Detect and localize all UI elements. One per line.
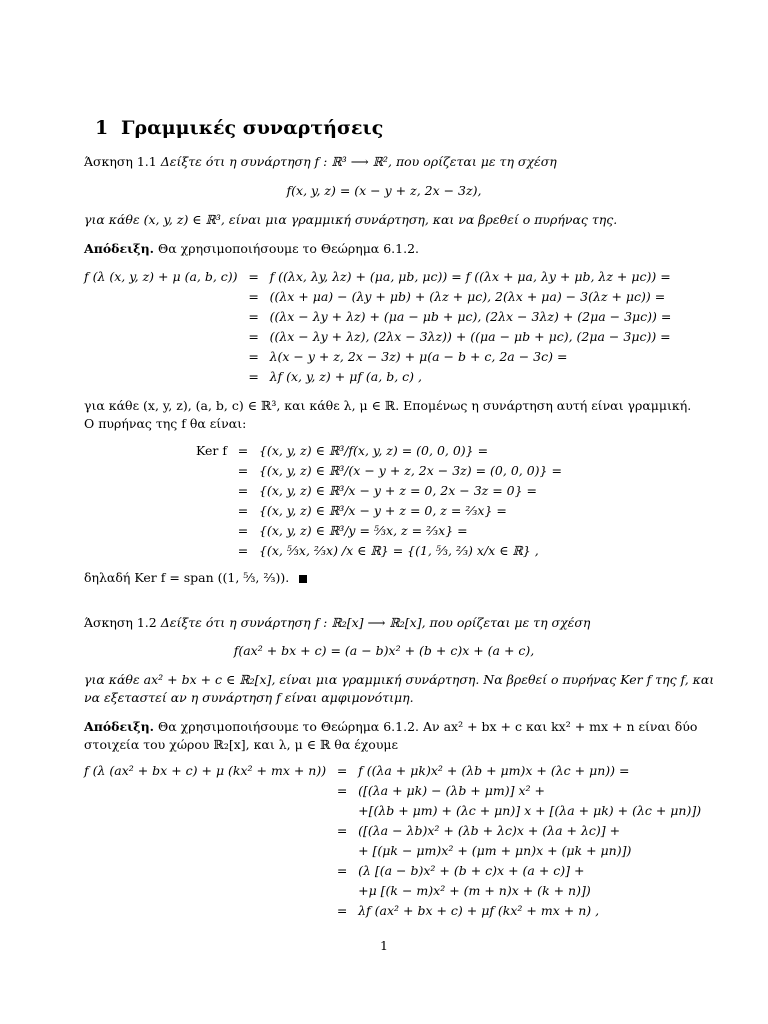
ex1-conclusion-2: Ο πυρήνας της f θα είναι: [84, 416, 247, 431]
ex2-eq-lhs: f (λ (ax² + bx + c) + μ (kx² + mx + n)) [84, 762, 327, 778]
ex1-ker-row: {(x, y, z) ∈ ℝ³/(x − y + z, 2x − 3z) = (0, 0, 0)} = [258, 462, 562, 478]
ex1-ker-row: {(x, y, z) ∈ ℝ³/y = ⁵⁄₃x, z = ⅔x} = [258, 522, 468, 538]
ex2-after-2: να εξεταστεί αν η συνάρτηση f είναι αμφιμονότιμη. [84, 690, 414, 705]
ex1-eq-row: ((λx − λy + λz) + (μa − μb + μc), (2λx − 3λz) + (2μa − 3μc)) = [269, 308, 672, 324]
ex2-after-1: για κάθε ax² + bx + c ∈ ℝ₂[x], είναι μια γραμμική συνάρτηση. Να βρεθεί ο πυρήνας Ker f της f, και [84, 672, 715, 687]
ex2-eq-row: ([(λa − λb)x² + (λb + λc)x + (λa + λc)] + [358, 822, 621, 838]
ex1-equation-array: f (λ (x, y, z) + μ (a, b, c)) = f ((λx, λy, λz) + (μa, μb, μc)) = f ((λx + μa, λy + μb, λz + μc)) = = ((λx + μa) − (λy + μb) + (λz + μc), 2(λx + μa) − 3(λz + μc)) = = ((λx − λy + λz) + (μa − μb + μc), (2λx − 3λz) + (2μa − 3μc)) = = ((λx − λy + λz), (2λx − 3λz)) + ((μa − μb + μc), (2μa − 3μc)) = = λ(x − y + z, 2x − 3z) + μ(a − b + c, 2a − 3c) = = λf (x, y, z) + μf (a, b, c) , [84, 266, 671, 386]
ex2-eq-row: f ((λa + μk)x² + (λb + μm)x + (λc + μn)) = [358, 762, 630, 778]
ex2-statement [84, 615, 590, 630]
section-heading [95, 117, 383, 139]
ex1-proof-intro [84, 241, 419, 256]
ex2-equation-array: f (λ (ax² + bx + c) + μ (kx² + mx + n)) = f ((λa + μk)x² + (λb + μm)x + (λc + μn)) = = ([(λa + μk) − (λb + μm)] x² + +[(λb + μm) + (λc + μn)] x + [(λa + μk) + (λc + μn)]) = ([(λa − λb)x² + (λb + λc)x + (λa + λc)] + + [(μk − μm)x² + (μm + μn)x + (μk + μn)]) = (λ [(a − b)x² + (b + c)x + (a + c)] + +μ [(k − m)x² + (m + n)x + (k + n)]) = λf (ax² + bx + c) + μf (kx² + mx + n) , [84, 760, 701, 920]
ex1-formula: f(x, y, z) = (x − y + z, 2x − 3z), [286, 183, 482, 198]
ex2-eq-row: λf (ax² + bx + c) + μf (kx² + mx + n) , [358, 902, 600, 918]
ex1-ker-row: {(x, y, z) ∈ ℝ³/f(x, y, z) = (0, 0, 0)} = [258, 442, 489, 458]
qed-square-icon [299, 575, 307, 583]
ex1-eq-row: λf (x, y, z) + μf (a, b, c) , [269, 368, 422, 384]
ex1-eq-row: ((λx + μa) − (λy + μb) + (λz + μc), 2(λx + μa) − 3(λz + μc)) = [269, 288, 666, 304]
ex1-eq-row: f ((λx, λy, λz) + (μa, μb, μc)) = f ((λx + μa, λy + μb, λz + μc)) = [269, 268, 671, 284]
ex2-proof-label: Απόδειξη. [84, 719, 155, 734]
ex1-final-text: δηλαδή Ker f = span ((1, ⁵⁄₃, ⅔)). [84, 570, 290, 585]
ex1-eq-row: ((λx − λy + λz), (2λx − 3λz)) + ((μa − μb + μc), (2μa − 3μc)) = [269, 328, 671, 344]
ex2-proof-intro [84, 719, 697, 734]
ex1-after: για κάθε (x, y, z) ∈ ℝ³, είναι μια γραμμική συνάρτηση, και να βρεθεί ο πυρήνας της. [84, 212, 618, 227]
ex2-eq-row: +[(λb + μm) + (λc + μn)] x + [(λa + μk) + (λc + μn)]) [358, 802, 702, 818]
page-number: 1 [380, 938, 388, 953]
ex1-eq-lhs: f (λ (x, y, z) + μ (a, b, c)) [84, 268, 238, 284]
ex2-eq-row: ([(λa + μk) − (λb + μm)] x² + [358, 782, 545, 798]
ex1-conclusion-1: για κάθε (x, y, z), (a, b, c) ∈ ℝ³, και κάθε λ, μ ∈ ℝ. Επομένως η συνάρτηση αυτή είναι γραμμική. [84, 398, 692, 413]
ex2-formula: f(ax² + bx + c) = (a − b)x² + (b + c)x + (a + c), [233, 643, 535, 658]
ex1-proof-label: Απόδειξη. [84, 241, 155, 256]
ex2-proof-text-2: στοιχεία του χώρου ℝ₂[x], και λ, μ ∈ ℝ θα έχουμε [84, 737, 399, 752]
ex1-proof-text: Θα χρησιμοποιήσουμε το Θεώρημα 6.1.2. [158, 241, 420, 256]
ex1-label: Άσκηση 1.1 [84, 154, 157, 169]
ex2-eq-row: +μ [(k − m)x² + (m + n)x + (k + n)]) [358, 882, 591, 898]
ex2-proof-text-1: Θα χρησιμοποιήσουμε το Θεώρημα 6.1.2. Αν ax² + bx + c και kx² + mx + n είναι δύο [158, 719, 698, 734]
section-number: 1 [95, 117, 109, 139]
section-title: Γραμμικές συναρτήσεις [121, 117, 384, 139]
ex2-label: Άσκηση 1.2 [84, 615, 157, 630]
ex1-ker-lhs: Ker f [196, 442, 227, 458]
ex1-kernel-array: Ker f = {(x, y, z) ∈ ℝ³/f(x, y, z) = (0, 0, 0)} = = {(x, y, z) ∈ ℝ³/(x − y + z, 2x − 3z) = (0, 0, 0)} = = {(x, y, z) ∈ ℝ³/x − y + z = 0, 2x − 3z = 0} = = {(x, y, z) ∈ ℝ³/x − y + z = 0, z = ⅔x} = = {(x, y, z) ∈ ℝ³/y = ⁵⁄₃x, z = ⅔x} = = {(x, ⁵⁄₃x, ⅔x) /x ∈ ℝ} = {(1, ⁵⁄₃, ⅔) x/x ∈ ℝ} , [196, 440, 562, 560]
ex2-statement-text: Δείξτε ότι η συνάρτηση f : ℝ₂[x] ⟶ ℝ₂[x], που ορίζεται με τη σχέση [160, 615, 591, 630]
ex1-eq-row: λ(x − y + z, 2x − 3z) + μ(a − b + c, 2a − 3c) = [269, 348, 568, 364]
ex1-ker-row: {(x, ⁵⁄₃x, ⅔x) /x ∈ ℝ} = {(1, ⁵⁄₃, ⅔) x/x ∈ ℝ} , [258, 542, 539, 558]
ex1-ker-row: {(x, y, z) ∈ ℝ³/x − y + z = 0, 2x − 3z = 0} = [258, 482, 538, 498]
ex2-eq-row: (λ [(a − b)x² + (b + c)x + (a + c)] + [358, 862, 585, 878]
ex1-ker-row: {(x, y, z) ∈ ℝ³/x − y + z = 0, z = ⅔x} = [258, 502, 507, 518]
ex1-statement-text: Δείξτε ότι η συνάρτηση f : ℝ³ ⟶ ℝ², που ορίζεται με τη σχέση [160, 154, 557, 169]
ex1-statement [84, 154, 557, 169]
ex1-final [84, 570, 307, 585]
ex2-eq-row: + [(μk − μm)x² + (μm + μn)x + (μk + μn)]) [358, 842, 632, 858]
